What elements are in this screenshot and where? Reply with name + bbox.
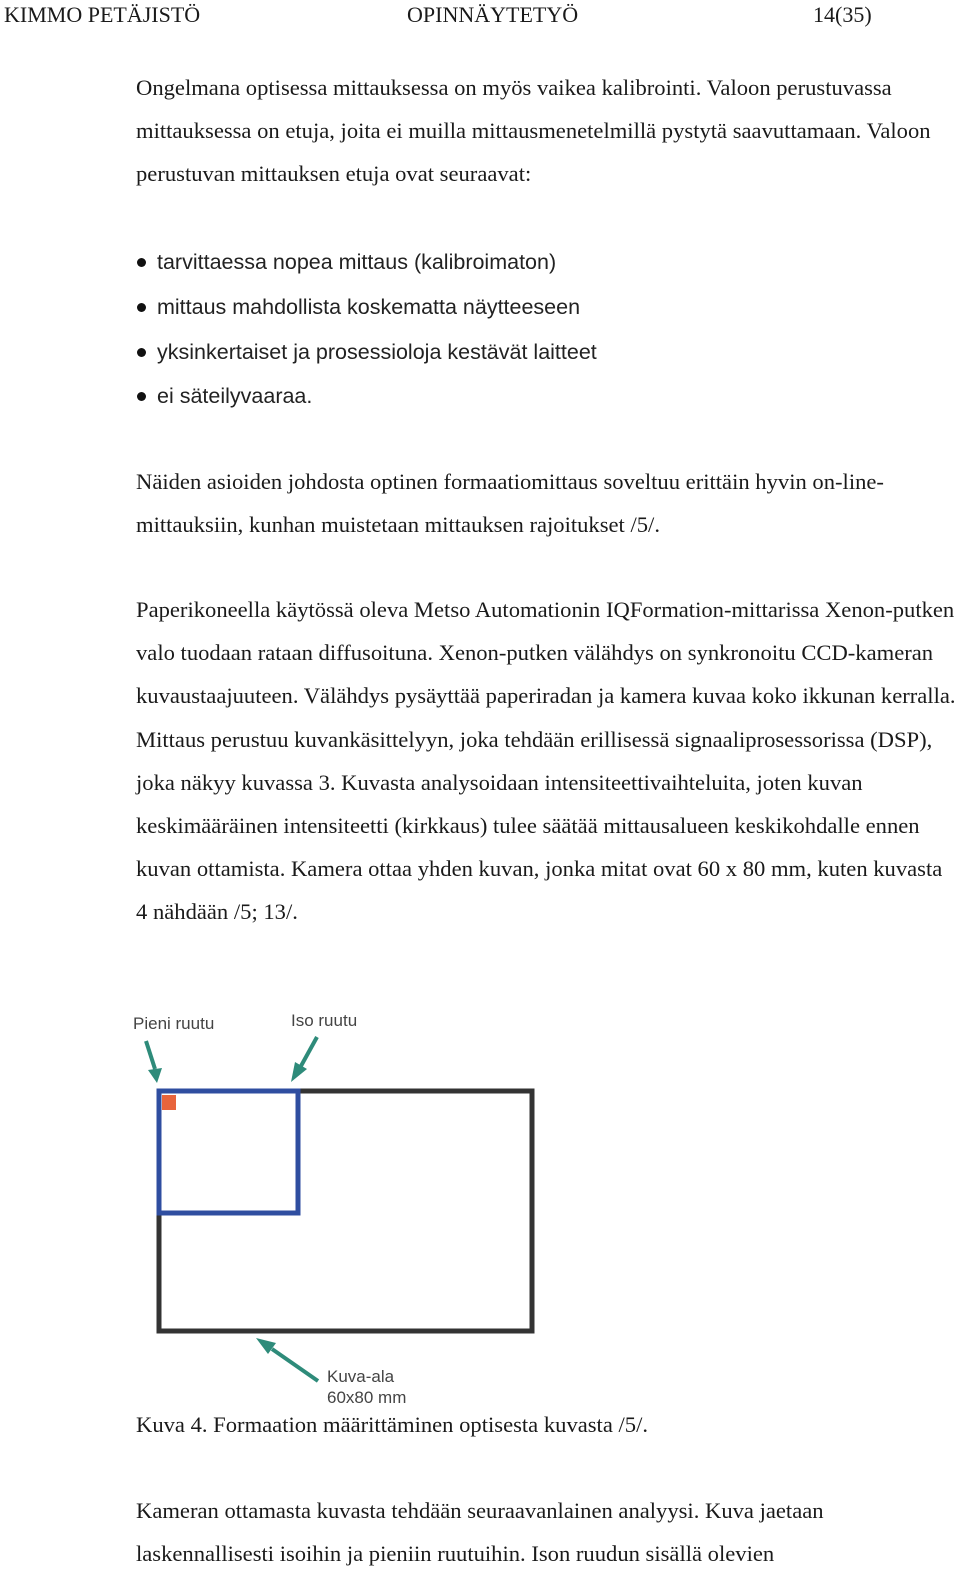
page-header xyxy=(0,0,960,30)
list-item-text: ei säteilyvaaraa. xyxy=(157,384,313,409)
analysis-paragraph: Kameran ottamasta kuvasta tehdään seuraavanlainen analyysi. Kuva jaetaan laskennallisesti isoihin ja pieniin ruutuihin. Ison ruudun sisällä olevien xyxy=(136,1498,824,1567)
list-item-text: mittaus mahdollista koskematta näytteeseen xyxy=(157,294,581,319)
label-small-square: Pieni ruutu xyxy=(133,1014,215,1033)
header-page-number: 14(35) xyxy=(813,2,872,27)
conclusion-paragraph: Näiden asioiden johdosta optinen formaatiomittaus soveltuu erittäin hyvin on-line-mittauksiin, kunhan muistetaan mittauksen rajoitukset /5/. xyxy=(136,469,884,538)
list-item xyxy=(136,330,597,375)
header-author: KIMMO PETÄJISTÖ xyxy=(4,2,201,27)
formation-diagram xyxy=(130,1005,540,1410)
list-item xyxy=(136,240,597,285)
bullet-icon xyxy=(137,348,146,357)
bullet-icon xyxy=(137,392,146,401)
label-big-square: Iso ruutu xyxy=(291,1011,358,1030)
header-title: OPINNÄYTETYÖ xyxy=(407,2,579,27)
bullet-icon xyxy=(137,258,146,267)
label-image-area xyxy=(327,1366,406,1408)
intro-paragraph: Ongelmana optisessa mittauksessa on myös vaikea kalibrointi. Valoon perustuvassa mittauksessa on etuja, joita ei muilla mittausmenetelmillä pystytä saavuttamaan. Valoon perustuvan mittauksen etuja ovat seuraavat: xyxy=(136,75,931,187)
bullet-icon xyxy=(137,303,146,312)
list-item xyxy=(136,285,597,330)
list-item xyxy=(136,374,597,419)
figure-caption: Kuva 4. Formaation määrittäminen optisesta kuvasta /5/. xyxy=(136,1412,649,1437)
arrow-small-label xyxy=(146,1041,162,1083)
advantages-list xyxy=(136,240,597,419)
label-image-area-size: 60x80 mm xyxy=(327,1388,407,1407)
formation-figure xyxy=(130,1005,540,1410)
list-item-text: tarvittaessa nopea mittaus (kalibroimaton) xyxy=(157,250,557,274)
small-square xyxy=(162,1095,176,1110)
list-item-text: yksinkertaiset ja prosessioloja kestävät laitteet xyxy=(157,339,597,364)
metso-paragraph: Paperikoneella käytössä oleva Metso Automationin IQFormation-mittarissa Xenon-putken valo tuodaan rataan diffusoituna. Xenon-putken välähdys on synkronoitu CCD-kameran kuvaustaajuuteen. Välähdys pysäyttää paperiradan ja kamera kuvaa koko ikkunan kerralla. Mittaus perustuu kuvankäsittelyyn, joka tehdään erillisessä signaaliprosessorissa (DSP), joka näkyy kuvassa 3. Kuvasta analysoidaan intensiteettivaihteluita, joten kuvan keskimääräinen intensiteetti (kirkkaus) tulee säätää mittausalueen keskikohdalle ennen kuvan ottamista. Kamera ottaa yhden kuvan, jonka mitat ovat 60 x 80 mm, kuten kuvasta 4 nähdään /5; 13/. xyxy=(136,597,956,925)
arrow-image-area xyxy=(256,1338,318,1381)
arrow-big-label xyxy=(291,1037,317,1082)
big-square xyxy=(159,1091,298,1213)
label-image-area-title: Kuva-ala xyxy=(327,1367,395,1386)
